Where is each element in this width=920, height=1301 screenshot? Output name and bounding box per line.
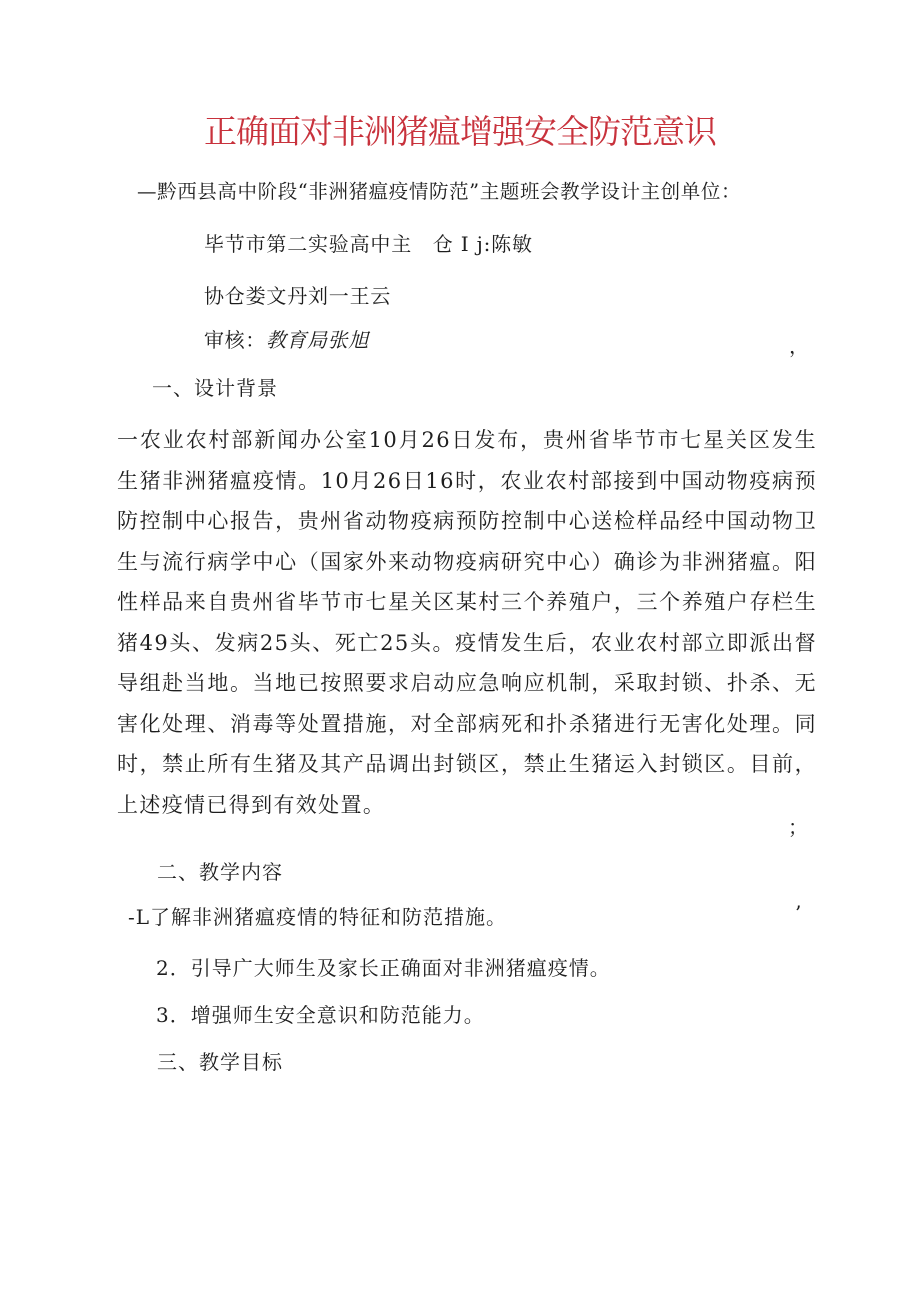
- section-heading-content: 二、教学内容: [157, 860, 283, 884]
- author-line-1: 毕节市第二实验高中主 仓 I j:陈敏: [204, 232, 533, 256]
- reviewer-value: 教育局张旭: [265, 328, 369, 352]
- background-paragraph: 一农业农村部新闻办公室10月26日发布，贵州省毕节市七星关区发生生猪非洲猪瘟疫情。10月26日16时，农业农村部接到中国动物疫病预防控制中心报告，贵州省动物疫病预防控制中心送检样品经中国动物卫生与流行病学中心（国家外来动物疫病研究中心）确诊为非洲猪瘟。阳性样品来自贵州省毕节市七星关区某村三个养殖户，三个养殖户存栏生猪49头、发病25头、死亡25头。疫情发生后，农业农村部立即派出督导组赴当地。当地已按照要求启动应急响应机制，采取封锁、扑杀、无害化处理、消毒等处置措施，对全部病死和扑杀猪进行无害化处理。同时，禁止所有生猪及其产品调出封锁区，禁止生猪运入封锁区。目前，上述疫情已得到有效处置。: [117, 428, 817, 817]
- section-heading-objectives: 三、教学目标: [157, 1050, 283, 1074]
- stray-semicolon-mark: ；: [788, 815, 808, 839]
- document-subtitle: —黔西县高中阶段“非洲猪瘟疫情防范”主题班会教学设计主创单位：: [137, 180, 742, 203]
- reviewer-line: [204, 325, 369, 355]
- stray-comma-mark: ，: [789, 334, 809, 358]
- content-list-item-2: 2．引导广大师生及家长正确面对非洲猪瘟疫情。: [156, 956, 611, 980]
- section-heading-background: 一、设计背景: [152, 376, 278, 400]
- reviewer-label: 审核：: [204, 328, 266, 352]
- author-line-2: 协仓娄文丹刘一王云: [204, 284, 392, 308]
- document-title: 正确面对非洲猪瘟增强安全防范意识: [204, 112, 716, 151]
- content-list-item-3: 3．增强师生安全意识和防范能力。: [156, 1003, 485, 1027]
- stray-apostrophe-mark: ’: [795, 901, 802, 925]
- content-list-item-1: -L了解非洲猪瘟疫情的特征和防范措施。: [128, 905, 508, 929]
